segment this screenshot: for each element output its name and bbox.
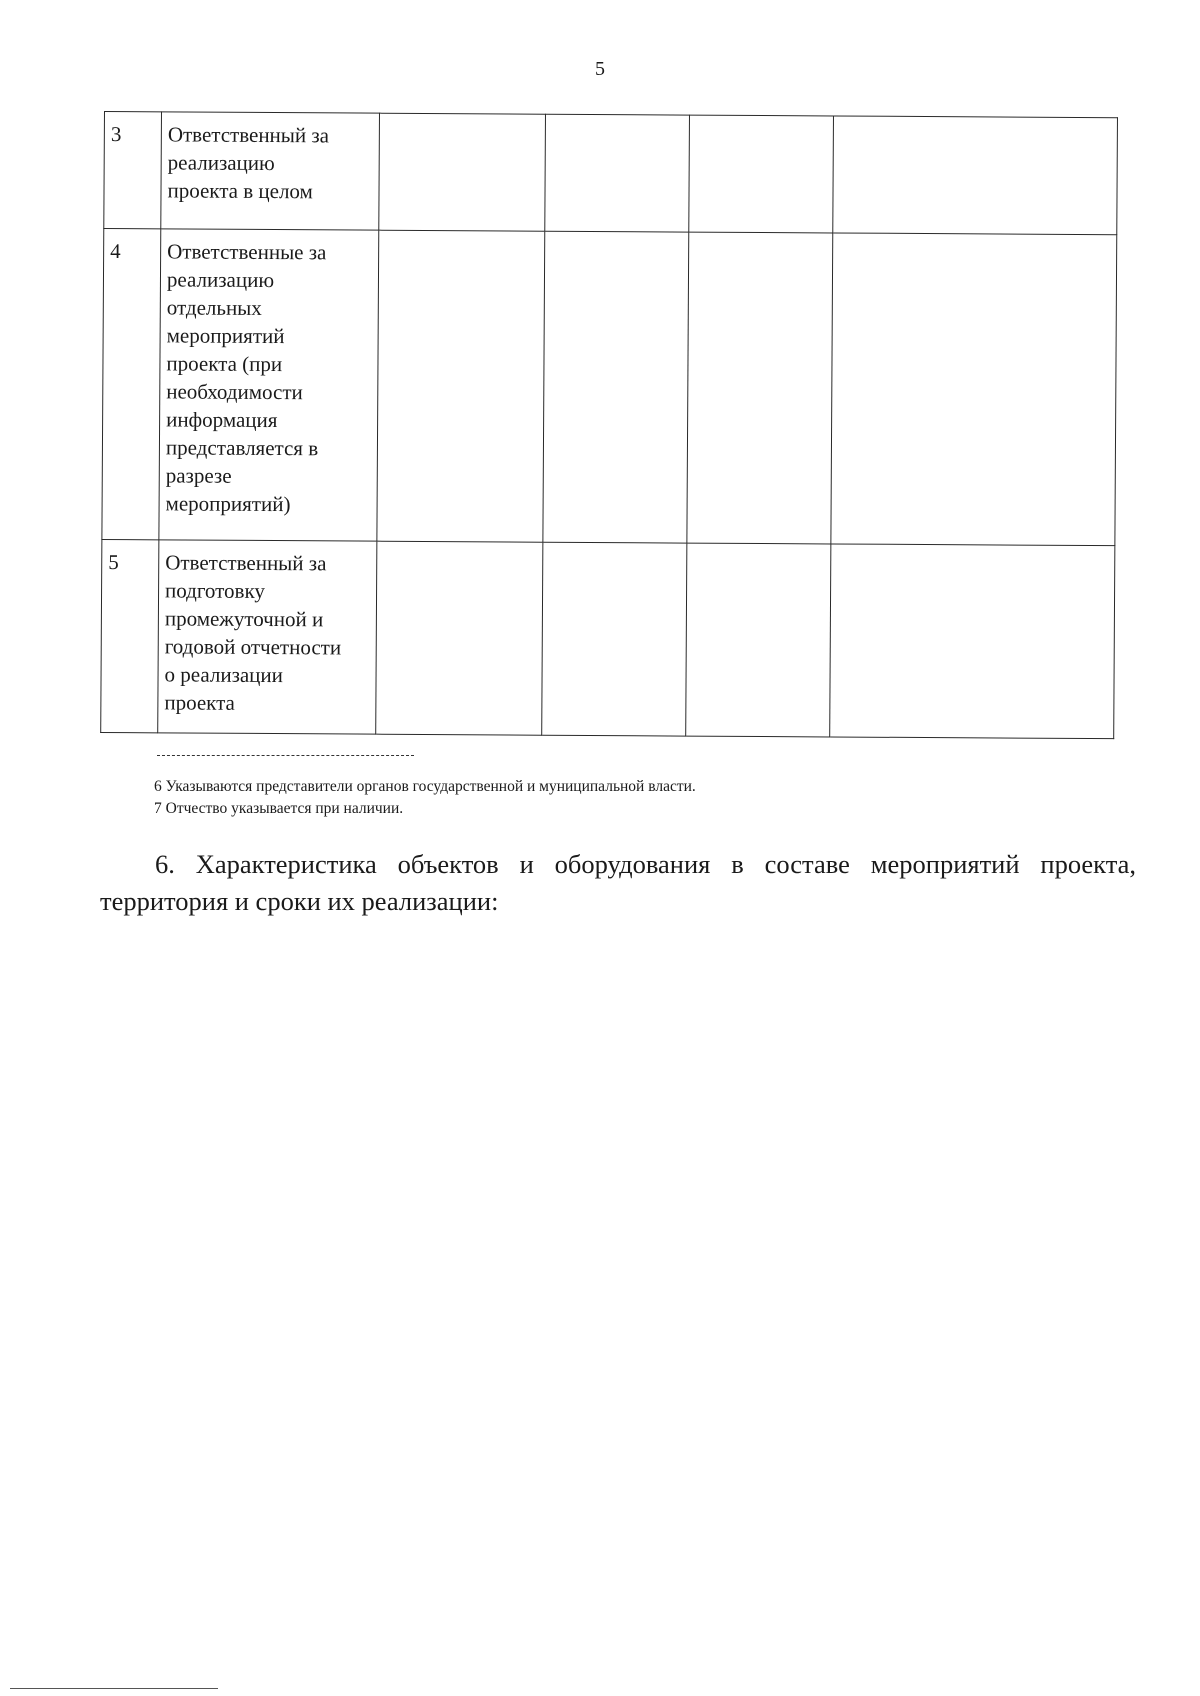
row-label-line: подготовку [164, 578, 266, 603]
responsibles-table [100, 111, 1118, 739]
empty-cell [379, 113, 546, 231]
row-label-line: проекта [164, 690, 235, 715]
page-number: 5 [595, 58, 605, 80]
table-row [102, 229, 1117, 546]
row-number: 4 [102, 229, 161, 540]
row-label [161, 112, 380, 230]
row-label-line: мероприятий [166, 323, 285, 349]
row-label-line: необходимости [166, 379, 303, 405]
empty-cell [833, 116, 1118, 235]
table-row [104, 112, 1118, 235]
bottom-rule [10, 1688, 218, 1689]
empty-cell [687, 232, 833, 544]
row-label-line: годовой отчетности [164, 634, 342, 660]
row-label-line: реализацию [166, 267, 275, 293]
table-row [101, 539, 1115, 738]
row-label-line: проекта (при [166, 351, 283, 377]
row-label-line: Ответственные за [167, 239, 327, 265]
row-label-line: о реализации [164, 662, 284, 688]
row-label-line: Ответственный за [167, 122, 330, 148]
row-label-line: проекта в целом [167, 178, 313, 204]
empty-cell [689, 115, 834, 233]
footnote-7: 7 Отчество указывается при наличии. [154, 800, 404, 817]
empty-cell [545, 114, 690, 232]
empty-cell [686, 543, 831, 737]
empty-cell [377, 230, 545, 542]
footnote-separator [157, 755, 414, 756]
row-label-line: информация [166, 407, 278, 433]
row-label [158, 540, 377, 734]
empty-cell [542, 542, 687, 736]
row-label-line: промежуточной и [164, 606, 324, 632]
empty-cell [543, 231, 689, 543]
row-label [159, 229, 379, 541]
section-text: 6. Характеристика объектов и оборудования в составе мероприятий проекта, территория и сроки их реализации: [100, 849, 1136, 916]
empty-cell [830, 544, 1115, 739]
row-label-line: Ответственный за [165, 550, 327, 576]
section-heading [100, 846, 1136, 920]
row-label-line: отдельных [166, 295, 262, 320]
empty-cell [376, 541, 543, 735]
row-number: 3 [104, 112, 162, 229]
footnote-6: 6 Указываются представители органов государственной и муниципальной власти. [154, 778, 696, 795]
row-label-line: реализацию [167, 150, 275, 176]
row-label-line: представляется в [165, 435, 319, 461]
empty-cell [831, 233, 1117, 546]
row-number: 5 [101, 539, 159, 732]
row-label-line: разрезе [165, 463, 232, 488]
row-label-line: мероприятий) [165, 491, 291, 517]
